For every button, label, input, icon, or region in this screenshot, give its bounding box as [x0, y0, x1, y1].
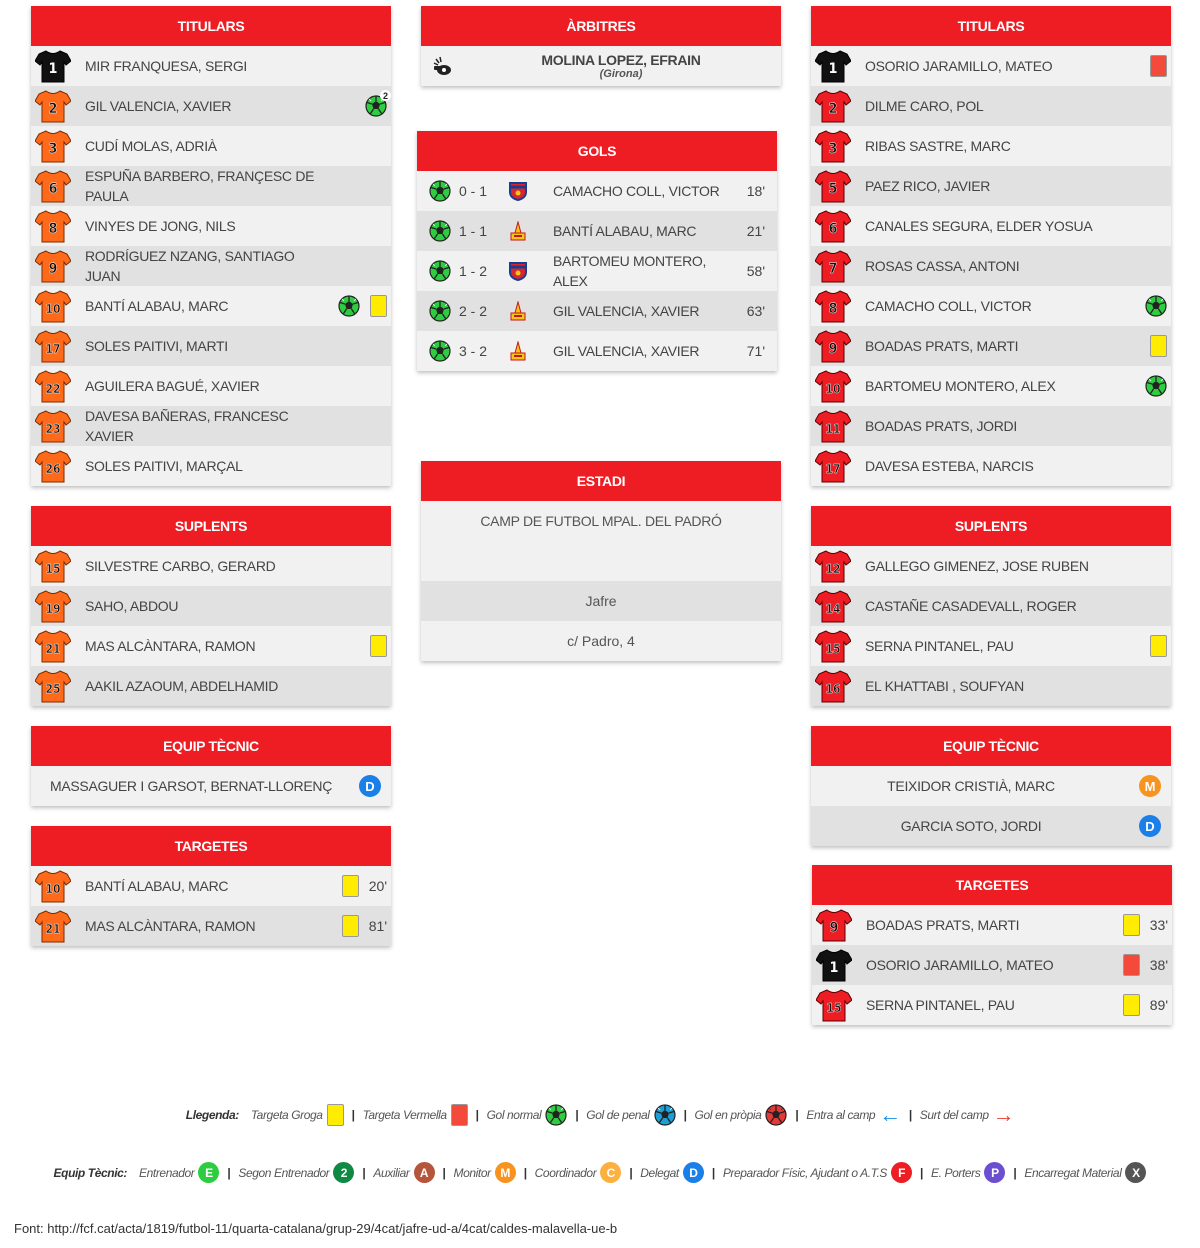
player-name[interactable]: MAS ALCÀNTARA, RAMON [85, 638, 256, 654]
staff-legend-label: Preparador Físic, Ajudant o A.T.S [722, 1165, 888, 1180]
yellow-card-icon [370, 635, 387, 657]
away-crest-icon [509, 261, 527, 281]
shirt-icon [35, 449, 71, 483]
player-name[interactable]: SOLES PAITIVI, MARÇAL [85, 458, 243, 474]
penalty-ball-icon [654, 1104, 676, 1126]
staff-legend-label: Coordinador [534, 1165, 597, 1180]
goal-minute: 63' [746, 303, 765, 319]
player-row [811, 326, 1171, 366]
referee-name: MOLINA LOPEZ, EFRAIN [541, 52, 701, 68]
player-name[interactable]: BANTÍ ALABAU, MARC [85, 878, 229, 894]
player-row [31, 86, 391, 126]
away-titulars-list [811, 46, 1171, 486]
goal-row [417, 171, 777, 211]
player-row [811, 446, 1171, 486]
shirt-icon [815, 409, 851, 443]
card-info [1123, 905, 1168, 945]
red-card-icon [451, 1104, 468, 1126]
referees-header: ÀRBITRES [421, 6, 781, 46]
svg-text:2: 2 [48, 101, 58, 117]
svg-text:15: 15 [825, 642, 841, 656]
player-name[interactable]: CANALES SEGURA, ELDER YOSUA [865, 218, 1093, 234]
player-row [31, 406, 391, 446]
svg-text:15: 15 [45, 562, 61, 576]
player-name[interactable]: AGUILERA BAGUÉ, XAVIER [85, 378, 260, 394]
svg-text:10: 10 [45, 882, 61, 896]
card-row [812, 945, 1172, 985]
goal-row [417, 251, 777, 291]
home-staff-list [31, 766, 391, 806]
staff-legend: Equip Tècnic: Entrenador E | Segon Entrenador 2 | Auxiliar A | Monitor M | Coordinador C | Delegat D | Preparador Físic, Ajudant o A.T.S F | E. Porters P | Encarregat Material X [0, 1162, 1200, 1183]
shirt-icon [815, 329, 851, 363]
shirt-icon [35, 169, 71, 203]
shirt-icon [815, 49, 851, 83]
card-minute: 89' [1149, 997, 1168, 1013]
player-name[interactable]: BOADAS PRATS, JORDI [865, 418, 1017, 434]
away-cards-panel [812, 865, 1172, 1025]
player-row [31, 246, 391, 286]
goal-row [417, 211, 777, 251]
away-cards-header: TARGETES [812, 865, 1172, 905]
player-name[interactable]: RODRÍGUEZ NZANG, SANTIAGO JUAN [85, 248, 295, 284]
shirt-icon [815, 289, 851, 323]
svg-text:1: 1 [829, 960, 839, 976]
shirt-icon [35, 589, 71, 623]
role-badge-icon: 2 [333, 1162, 354, 1183]
whistle-icon [431, 54, 455, 78]
svg-text:19: 19 [45, 602, 61, 616]
role-badge-icon: D [359, 775, 381, 797]
goal-minute: 71' [746, 343, 765, 359]
home-crest-icon [509, 301, 527, 321]
goal-ball-icon [429, 180, 451, 202]
goal-ball-icon [429, 340, 451, 362]
home-staff-panel [31, 726, 391, 806]
card-info [342, 906, 387, 946]
home-suplents-header: SUPLENTS [31, 506, 391, 546]
stadium-header: ESTADI [421, 461, 781, 501]
staff-legend-item [640, 1162, 704, 1183]
shirt-icon [815, 549, 851, 583]
shirt-icon [35, 669, 71, 703]
player-row [31, 46, 391, 86]
role-badge-icon: D [683, 1162, 704, 1183]
card-row [812, 985, 1172, 1025]
shirt-icon [815, 89, 851, 123]
player-row [31, 286, 391, 326]
shirt-icon [35, 409, 71, 443]
player-name[interactable]: GIL VALENCIA, XAVIER [85, 98, 232, 114]
card-info [1123, 945, 1168, 985]
svg-text:6: 6 [48, 181, 58, 197]
shirt-icon [35, 369, 71, 403]
shirt-icon [815, 629, 851, 663]
player-name[interactable]: SAHO, ABDOU [85, 598, 179, 614]
player-row [811, 366, 1171, 406]
yellow-card-icon [370, 295, 387, 317]
player-name[interactable]: MAS ALCÀNTARA, RAMON [85, 918, 256, 934]
home-cards-header: TARGETES [31, 826, 391, 866]
player-row [811, 126, 1171, 166]
staff-name[interactable]: MASSAGUER I GARSOT, BERNAT-LLORENÇ [49, 778, 333, 794]
legend-yellow-label: Targeta Groga [250, 1108, 323, 1122]
svg-text:3: 3 [48, 141, 58, 157]
shirt-icon [815, 369, 851, 403]
svg-text:2: 2 [828, 101, 838, 117]
svg-text:26: 26 [45, 462, 61, 476]
goal-score: 1 - 2 [459, 263, 488, 279]
card-info [342, 866, 387, 906]
shirt-icon [35, 329, 71, 363]
svg-text:9: 9 [48, 261, 58, 277]
shirt-icon [815, 249, 851, 283]
svg-text:15: 15 [826, 1001, 842, 1015]
player-name[interactable]: DILME CARO, POL [865, 98, 984, 114]
away-staff-panel [811, 726, 1171, 846]
referee-row [421, 46, 781, 86]
role-badge-icon: F [891, 1162, 912, 1183]
goal-scorer[interactable]: GIL VALENCIA, XAVIER [553, 343, 700, 359]
player-name[interactable]: BANTÍ ALABAU, MARC [85, 298, 229, 314]
role-badge-icon: M [1139, 775, 1161, 797]
shirt-icon [35, 209, 71, 243]
staff-legend-item [723, 1162, 912, 1183]
staff-row [811, 806, 1171, 846]
player-row [811, 286, 1171, 326]
role-badge-icon: C [600, 1162, 621, 1183]
referee-region: (Girona) [599, 68, 643, 80]
svg-text:10: 10 [45, 302, 61, 316]
player-row [31, 446, 391, 486]
player-name[interactable]: SILVESTRE CARBO, GERARD [85, 558, 276, 574]
svg-text:1: 1 [48, 61, 58, 77]
player-row [31, 166, 391, 206]
events-legend: Llegenda: Targeta Groga | Targeta Vermella | Gol normal | Gol de penal | Gol en pròpia | Entra al camp ← | Surt del camp → [185, 1102, 1015, 1127]
player-row [811, 406, 1171, 446]
staff-legend-item [1024, 1162, 1146, 1183]
svg-text:21: 21 [45, 642, 61, 656]
staff-legend-title: Equip Tècnic: [53, 1165, 128, 1180]
player-events [1145, 286, 1167, 326]
player-row [811, 166, 1171, 206]
goal-count: 2 [380, 90, 391, 101]
away-titulars-panel [811, 6, 1171, 486]
goal-minute: 21' [746, 223, 765, 239]
svg-text:9: 9 [828, 341, 838, 357]
goal-scorer[interactable]: CAMACHO COLL, VICTOR [553, 183, 720, 199]
home-suplents-list [31, 546, 391, 706]
svg-text:9: 9 [829, 920, 839, 936]
card-minute: 20' [368, 878, 387, 894]
home-crest-icon [509, 341, 527, 361]
goal-row [417, 331, 777, 371]
goals-panel [417, 131, 777, 371]
player-row [811, 626, 1171, 666]
player-name[interactable]: CAMACHO COLL, VICTOR [865, 298, 1032, 314]
legend-goal-label: Gol normal [486, 1108, 542, 1122]
away-staff-header: EQUIP TÈCNIC [811, 726, 1171, 766]
player-name[interactable]: GALLEGO GIMENEZ, JOSE RUBEN [865, 558, 1089, 574]
player-row [31, 126, 391, 166]
player-row [811, 46, 1171, 86]
goal-ball-icon [429, 260, 451, 282]
shirt-icon [35, 629, 71, 663]
away-titulars-header: TITULARS [811, 6, 1171, 46]
player-name[interactable]: DAVESA BAÑERAS, FRANCESC XAVIER [85, 408, 289, 444]
player-name[interactable]: CUDÍ MOLAS, ADRIÀ [85, 138, 217, 154]
player-name[interactable]: SERNA PINTANEL, PAU [865, 638, 1014, 654]
own-goal-ball-icon [765, 1104, 787, 1126]
home-staff-header: EQUIP TÈCNIC [31, 726, 391, 766]
shirt-icon [35, 909, 71, 943]
player-name[interactable]: OSORIO JARAMILLO, MATEO [866, 957, 1054, 973]
goals-list [417, 171, 777, 371]
legend-penalty-label: Gol de penal [586, 1108, 650, 1122]
player-name[interactable]: MIR FRANQUESA, SERGI [85, 58, 248, 74]
player-row [811, 206, 1171, 246]
away-suplents-list [811, 546, 1171, 706]
player-name[interactable]: VINYES DE JONG, NILS [85, 218, 236, 234]
goal-ball-icon [338, 295, 360, 317]
card-row [31, 906, 391, 946]
away-suplents-header: SUPLENTS [811, 506, 1171, 546]
role-badge-icon: A [414, 1162, 435, 1183]
staff-legend-item [139, 1162, 219, 1183]
player-row [31, 366, 391, 406]
staff-legend-item [373, 1162, 434, 1183]
svg-text:17: 17 [45, 342, 61, 356]
svg-text:11: 11 [825, 422, 841, 436]
player-name[interactable]: OSORIO JARAMILLO, MATEO [865, 58, 1053, 74]
yellow-card-icon [342, 875, 359, 897]
role-badge-icon: M [495, 1162, 516, 1183]
player-row [811, 546, 1171, 586]
player-row [31, 666, 391, 706]
card-info [1123, 985, 1168, 1025]
stadium-address: c/ Padro, 4 [421, 621, 781, 661]
svg-text:5: 5 [828, 181, 838, 197]
player-name[interactable]: AAKIL AZAOUM, ABDELHAMID [85, 678, 279, 694]
player-events [1150, 46, 1167, 86]
player-row [31, 326, 391, 366]
role-badge-icon: D [1139, 815, 1161, 837]
card-minute: 38' [1149, 957, 1168, 973]
goal-minute: 18' [746, 183, 765, 199]
home-titulars-list [31, 46, 391, 486]
svg-text:25: 25 [45, 682, 61, 696]
goal-score: 1 - 1 [459, 223, 488, 239]
yellow-card-icon [1123, 994, 1140, 1016]
staff-legend-label: Monitor [453, 1165, 491, 1180]
away-cards-list [812, 905, 1172, 1025]
goal-ball-icon [429, 220, 451, 242]
shirt-icon [815, 129, 851, 163]
player-name[interactable]: DAVESA ESTEBA, NARCIS [865, 458, 1034, 474]
yellow-card-icon [342, 915, 359, 937]
svg-text:3: 3 [828, 141, 838, 157]
player-name[interactable]: ROSAS CASSA, ANTONI [865, 258, 1020, 274]
goal-minute: 58' [746, 263, 765, 279]
player-name[interactable]: PAEZ RICO, JAVIER [865, 178, 991, 194]
red-card-icon [1150, 55, 1167, 77]
role-badge-icon: X [1125, 1162, 1146, 1183]
yellow-card-icon [1150, 335, 1167, 357]
shirt-icon [816, 948, 852, 982]
svg-text:17: 17 [825, 462, 841, 476]
goal-scorer[interactable]: BARTOMEU MONTERO, ALEX [553, 253, 707, 289]
card-row [31, 866, 391, 906]
svg-text:14: 14 [825, 602, 841, 616]
legend-sub-in-label: Entra al camp [806, 1108, 876, 1122]
legend-own-goal-label: Gol en pròpia [694, 1108, 762, 1122]
player-row [31, 206, 391, 246]
shirt-icon [35, 289, 71, 323]
svg-text:6: 6 [828, 221, 838, 237]
player-row [31, 546, 391, 586]
shirt-icon [815, 169, 851, 203]
player-row [811, 586, 1171, 626]
goal-ball-icon [545, 1104, 567, 1126]
staff-legend-label: Segon Entrenador [238, 1165, 330, 1180]
goals-header: GOLS [417, 131, 777, 171]
home-titulars-header: TITULARS [31, 6, 391, 46]
shirt-icon [35, 129, 71, 163]
goal-score: 2 - 2 [459, 303, 488, 319]
card-minute: 33' [1149, 917, 1168, 933]
staff-legend-item [453, 1162, 515, 1183]
player-name[interactable]: CASTAÑE CASADEVALL, ROGER [865, 598, 1077, 614]
player-events [370, 626, 387, 666]
shirt-icon [35, 249, 71, 283]
player-events [1150, 326, 1167, 366]
shirt-icon [816, 908, 852, 942]
svg-text:8: 8 [48, 221, 58, 237]
player-name[interactable]: RIBAS SASTRE, MARC [865, 138, 1011, 154]
player-events [1145, 366, 1167, 406]
player-row [811, 666, 1171, 706]
staff-legend-label: Auxiliar [373, 1165, 410, 1180]
goal-ball-icon [429, 300, 451, 322]
away-staff-list [811, 766, 1171, 846]
player-name[interactable]: SOLES PAITIVI, MARTI [85, 338, 228, 354]
legend-title: Llegenda: [185, 1108, 239, 1122]
shirt-icon [35, 869, 71, 903]
role-badge-icon: P [984, 1162, 1005, 1183]
staff-row [31, 766, 391, 806]
staff-legend-label: Delegat [640, 1165, 679, 1180]
player-name[interactable]: SERNA PINTANEL, PAU [866, 997, 1015, 1013]
legend-sub-out-label: Surt del camp [919, 1108, 989, 1122]
player-name[interactable]: BARTOMEU MONTERO, ALEX [865, 378, 1056, 394]
shirt-icon [35, 549, 71, 583]
player-name[interactable]: BOADAS PRATS, MARTI [865, 338, 1019, 354]
staff-legend-item [238, 1162, 354, 1183]
goal-ball-icon [1145, 375, 1167, 397]
stadium-name: CAMP DE FUTBOL MPAL. DEL PADRÓ [421, 501, 781, 581]
svg-text:10: 10 [825, 382, 841, 396]
player-events [1150, 626, 1167, 666]
player-row [811, 86, 1171, 126]
stadium-panel [421, 461, 781, 661]
svg-text:21: 21 [45, 922, 61, 936]
role-badge-icon: E [198, 1162, 219, 1183]
goal-row [417, 291, 777, 331]
card-minute: 81' [368, 918, 387, 934]
yellow-card-icon [1150, 635, 1167, 657]
goal-scorer[interactable]: GIL VALENCIA, XAVIER [553, 303, 700, 319]
staff-name[interactable]: GARCIA SOTO, JORDI [900, 818, 1042, 834]
goal-scorer[interactable]: BANTÍ ALABAU, MARC [553, 223, 697, 239]
shirt-icon [35, 49, 71, 83]
shirt-icon [816, 988, 852, 1022]
card-row [812, 905, 1172, 945]
player-row [31, 586, 391, 626]
goal-score: 3 - 2 [459, 343, 488, 359]
yellow-card-icon [327, 1104, 344, 1126]
player-events [365, 86, 387, 126]
source-link[interactable]: Font: http://fcf.cat/acta/1819/futbol-11/quarta-catalana/grup-29/4cat/jafre-ud-a/4cat/caldes-malavella-ue-b [14, 1221, 618, 1236]
staff-row [811, 766, 1171, 806]
staff-legend-item [535, 1162, 622, 1183]
away-suplents-panel [811, 506, 1171, 706]
staff-legend-item [931, 1162, 1005, 1183]
shirt-icon [815, 589, 851, 623]
player-name[interactable]: EL KHATTABI , SOUFYAN [865, 678, 1024, 694]
player-name[interactable]: BOADAS PRATS, MARTI [866, 917, 1020, 933]
stadium-town: Jafre [421, 581, 781, 621]
svg-text:16: 16 [825, 682, 841, 696]
yellow-card-icon [1123, 914, 1140, 936]
player-row [811, 246, 1171, 286]
arrow-left-icon: ← [879, 1102, 901, 1127]
home-cards-list [31, 866, 391, 946]
svg-text:22: 22 [45, 382, 61, 396]
player-events [338, 286, 387, 326]
shirt-icon [815, 209, 851, 243]
shirt-icon [35, 89, 71, 123]
svg-text:12: 12 [825, 562, 841, 576]
staff-name[interactable]: TEIXIDOR CRISTIÀ, MARC [887, 778, 1055, 794]
referees-panel [421, 6, 781, 86]
red-card-icon [1123, 954, 1140, 976]
goal-ball-icon [1145, 295, 1167, 317]
staff-legend-label: E. Porters [931, 1165, 981, 1180]
home-suplents-panel [31, 506, 391, 706]
goal-score: 0 - 1 [459, 183, 488, 199]
svg-text:23: 23 [45, 422, 61, 436]
staff-legend-label: Entrenador [139, 1165, 195, 1180]
staff-legend-label: Encarregat Material [1024, 1165, 1122, 1180]
player-name[interactable]: ESPUÑA BARBERO, FRANÇESC DE PAULA [85, 168, 315, 204]
svg-text:8: 8 [828, 301, 838, 317]
home-cards-panel [31, 826, 391, 946]
svg-text:1: 1 [828, 61, 838, 77]
svg-text:7: 7 [828, 261, 838, 277]
arrow-right-icon: → [992, 1102, 1015, 1127]
shirt-icon [815, 669, 851, 703]
legend-red-label: Targeta Vermella [362, 1108, 447, 1122]
shirt-icon [815, 449, 851, 483]
goal-ball-icon [365, 90, 388, 117]
player-row [31, 626, 391, 666]
away-crest-icon [509, 181, 527, 201]
home-crest-icon [509, 221, 527, 241]
home-titulars-panel [31, 6, 391, 486]
